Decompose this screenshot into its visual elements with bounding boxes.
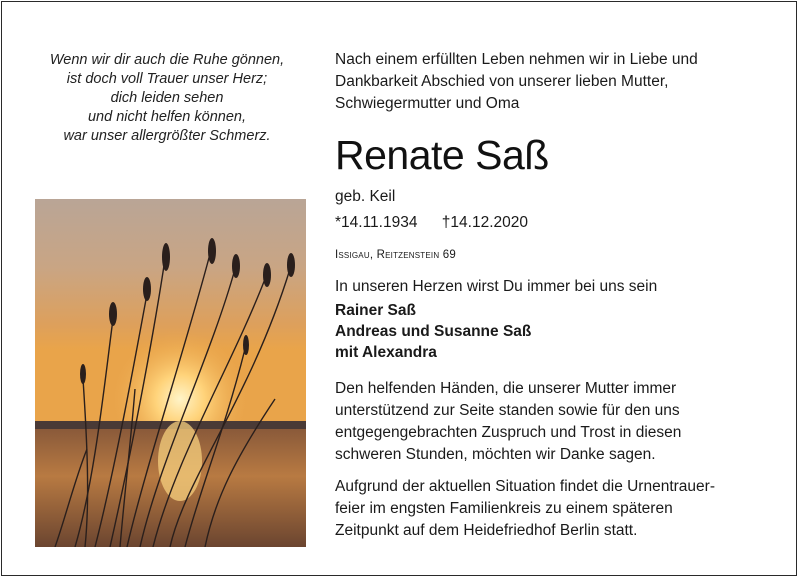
closing-line: feier im engsten Familienkreis zu einem späteren (335, 500, 673, 517)
sunset-reeds-photo (35, 199, 306, 547)
mourner: Andreas und Susanne Saß (335, 323, 532, 340)
mourner: mit Alexandra (335, 344, 437, 361)
thanks-line: Den helfenden Händen, die unserer Mutter immer (335, 380, 677, 397)
maiden-name: geb. Keil (335, 188, 396, 205)
memorial-line: In unseren Herzen wirst Du immer bei uns sein (335, 278, 658, 295)
mourners-list (335, 300, 775, 363)
poem-line: und nicht helfen können, (87, 109, 246, 125)
intro-text (335, 49, 775, 115)
poem-line: war unser allergrößter Schmerz. (63, 128, 271, 144)
mourner: Rainer Saß (335, 302, 416, 319)
deceased-name: Renate Saß (335, 132, 549, 178)
thanks-line: unterstützend zur Seite standen sowie für den uns (335, 402, 680, 419)
obituary-text (335, 49, 775, 542)
residence: Issigau, Reitzenstein 69 (335, 249, 456, 261)
obituary-frame (1, 1, 797, 576)
memorial-poem (22, 51, 312, 146)
thanks-paragraph (335, 378, 775, 466)
funeral-notice (335, 476, 775, 542)
poem-line: Wenn wir dir auch die Ruhe gönnen, (49, 52, 285, 68)
thanks-line: schweren Stunden, möchten wir Danke sagen. (335, 446, 656, 463)
closing-line: Zeitpunkt auf dem Heidefriedhof Berlin statt. (335, 522, 638, 539)
thanks-line: entgegengebrachten Zuspruch und Trost in diesen (335, 424, 682, 441)
birth-date: *14.11.1934 (335, 214, 418, 231)
poem-line: dich leiden sehen (110, 90, 224, 106)
closing-line: Aufgrund der aktuellen Situation findet die Urnentrauer- (335, 478, 715, 495)
intro-line: Schwiegermutter und Oma (335, 95, 520, 112)
life-dates (335, 212, 775, 234)
intro-line: Nach einem erfüllten Leben nehmen wir in Liebe und (335, 51, 698, 68)
poem-line: ist doch voll Trauer unser Herz; (66, 71, 268, 87)
death-date: †14.12.2020 (441, 214, 528, 231)
intro-line: Dankbarkeit Abschied von unserer lieben Mutter, (335, 73, 669, 90)
